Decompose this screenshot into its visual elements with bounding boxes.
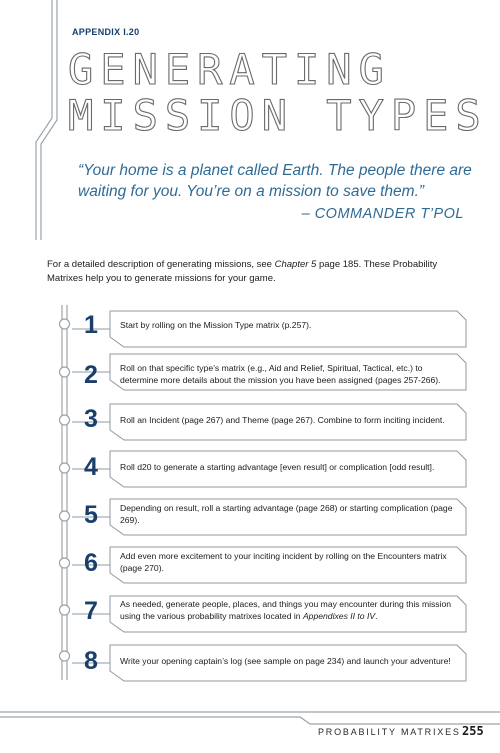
- step-text-4: Roll d20 to generate a starting advantage [even result] or complication [odd result].: [120, 462, 435, 472]
- step-text-5: Depending on result, roll a starting advantage (page 268) or starting complication (page 269).: [120, 503, 453, 525]
- step-text-7: [120, 598, 455, 622]
- step-text-7-italic: Appendixes II to IV: [302, 611, 376, 621]
- appendix-label: APPENDIX I.20: [72, 27, 140, 37]
- footer-page-number: 255: [462, 724, 484, 738]
- step-text-1: Start by rolling on the Mission Type matrix (p.257).: [120, 320, 312, 330]
- step-text-7-part1: As needed, generate people, places, and things you may encounter during this mission using the various probability matrixes located in: [120, 599, 452, 621]
- step-number-6: 6: [84, 549, 98, 577]
- rail-node-2: [60, 367, 70, 377]
- step-number-4: 4: [84, 453, 98, 481]
- rail-node-1: [60, 319, 70, 329]
- step-text-7-part2: .: [375, 611, 378, 621]
- step-number-5: 5: [84, 501, 98, 529]
- footer-section-label: PROBABILITY MATRIXES: [318, 727, 461, 737]
- rail-node-4: [60, 463, 70, 473]
- step-number-7: 7: [84, 597, 98, 625]
- rail-node-7: [60, 605, 70, 615]
- quote-author: – COMMANDER T’POL: [301, 206, 464, 222]
- intro-text-1: For a detailed description of generating missions, see: [47, 259, 275, 270]
- step-number-3: 3: [84, 405, 98, 433]
- quote-text: “Your home is a planet called Earth. The people there are waiting for you. You’re on a mission to save them.”: [78, 162, 472, 200]
- step-text-3: Roll an Incident (page 267) and Theme (page 267). Combine to form inciting incident.: [120, 415, 445, 425]
- step-number-2: 2: [84, 361, 98, 389]
- rail-node-8: [60, 651, 70, 661]
- rail-node-3: [60, 415, 70, 425]
- rail-node-6: [60, 558, 70, 568]
- step-text-8: Write your opening captain’s log (see sample on page 234) and launch your adventure!: [120, 656, 451, 666]
- step-text-6: Add even more excitement to your inciting incident by rolling on the Encounters matrix (page 270).: [120, 551, 447, 573]
- step-text-2: Roll on that specific type’s matrix (e.g., Aid and Relief, Spiritual, Tactical, etc.) to determine more details about the mission you have been assigned (pages 257-266).: [120, 363, 441, 385]
- step-number-1: 1: [84, 311, 98, 339]
- page-title-line2: MISSION TYPES: [68, 91, 488, 140]
- rail-node-5: [60, 511, 70, 521]
- intro-chapter-ref: Chapter 5: [274, 259, 317, 270]
- intro-text-2: page 185. These Probability Matrixes help you to generate missions for your game.: [47, 259, 438, 284]
- page-title-line1: GENERATING: [68, 45, 391, 94]
- step-number-8: 8: [84, 647, 98, 675]
